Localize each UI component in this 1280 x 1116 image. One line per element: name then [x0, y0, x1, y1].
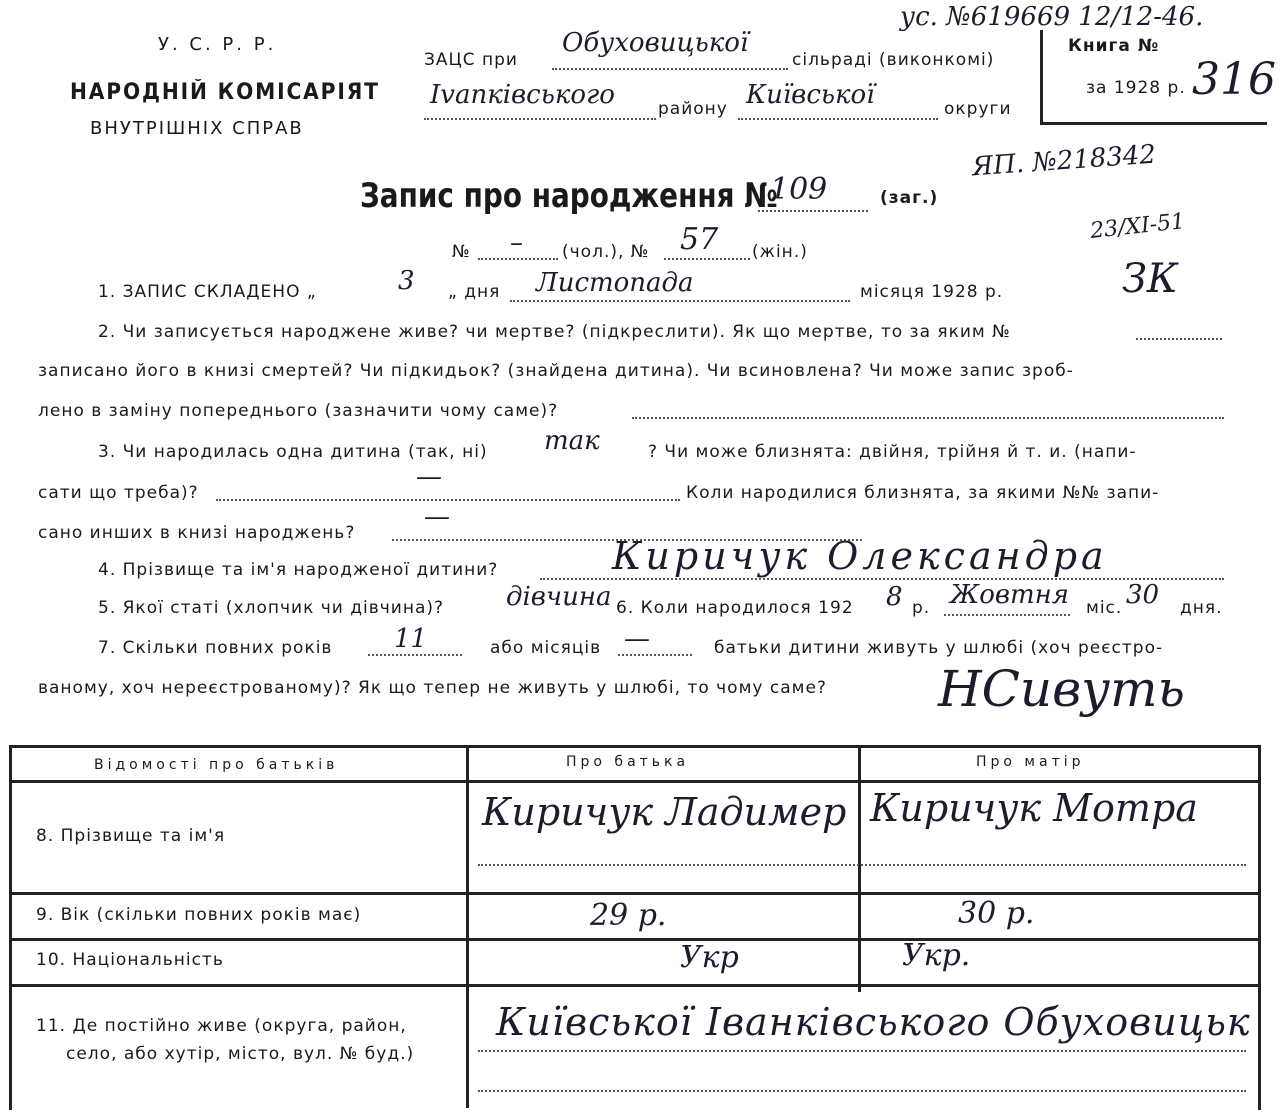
okruga-handwritten: Київської [746, 80, 875, 110]
ussr-heading: У. С. Р. Р. [158, 34, 277, 55]
table-row-age-label: 9. Вік (скільки повних років має) [36, 905, 362, 925]
q7-months-handwritten: — [624, 624, 650, 654]
table-header-mother: Про матір [976, 754, 1085, 770]
zags-suffix: сільраді (виконкомі) [792, 50, 995, 70]
mother-nationality-handwritten: Укр. [902, 938, 971, 973]
rayon-handwritten: Ivanківського [430, 80, 615, 110]
table-header-father: Про батька [566, 754, 690, 770]
record-title: Запис про народження № [360, 176, 778, 216]
q1-month-handwritten: Листопада [536, 268, 694, 298]
sub-number-label: № [452, 242, 471, 262]
book-number-handwritten: 316 [1192, 54, 1276, 105]
q2-line1: 2. Чи записується народжене живе? чи мертве? (підкреслити). Як що мертве, то за яким № [98, 322, 1011, 342]
q7-reason-handwritten: НСивуть [938, 660, 1185, 718]
commissariat-heading: НАРОДНІЙ КОМІСАРІЯТ [70, 80, 380, 105]
q3-twins-handwritten: — [416, 462, 442, 492]
q7-line1c: батьки дитини живуть у шлюбі (хоч реєстро- [714, 638, 1164, 658]
q7-line1b: або місяців [490, 638, 602, 658]
table-row-residence-label-2: село, або хутір, місто, вул. № буд.) [66, 1044, 415, 1064]
table-row-name-label: 8. Прізвище та ім'я [36, 826, 226, 846]
q3-line2b: Коли народилися близнята, за якими №№ запи- [686, 483, 1160, 503]
zags-prefix: ЗАЦС при [424, 50, 518, 70]
q3-single-handwritten: так [544, 426, 600, 456]
father-name-handwritten: Киричук Ладимер [482, 790, 847, 834]
record-number-handwritten: 109 [770, 172, 828, 207]
sub-chol-label: (чол.), № [562, 242, 650, 262]
table-row-nationality-label: 10. Національність [36, 950, 224, 970]
book-label: Книга № [1068, 36, 1160, 56]
q1-dnya: „ дня [448, 282, 501, 302]
right-date-handwritten: 23/XI-51 [1088, 209, 1187, 244]
okruga-label: округи [944, 99, 1012, 119]
father-age-handwritten: 29 р. [590, 898, 667, 933]
q7-years-handwritten: 11 [394, 624, 428, 654]
table-header-parents: Відомості про батьків [94, 757, 339, 773]
top-note-handwritten: ус. №619669 12/12-46. [900, 2, 1204, 32]
q1-day-handwritten: 3 [398, 266, 415, 296]
q6-r: р. [912, 598, 931, 618]
mother-name-handwritten: Киричук Мотра [870, 786, 1198, 830]
q6-mis: міс. [1086, 598, 1123, 618]
q7-line1a: 7. Скільки повних років [98, 638, 333, 658]
rayon-label: району [658, 99, 728, 119]
q6-year-handwritten: 8 [886, 582, 903, 612]
zags-village-handwritten: Обуховицької [562, 28, 749, 58]
q3-line1b: ? Чи може близнята: двійня, трійня й т. и. (напи- [648, 442, 1137, 462]
q6-month-handwritten: Жовтня [950, 580, 1069, 610]
father-nationality-handwritten: Укр [680, 940, 739, 975]
q1-label: 1. ЗАПИС СКЛАДЕНО „ [98, 282, 317, 302]
book-year: за 1928 р. [1086, 78, 1186, 98]
right-note-handwritten: ЯП. №218342 [971, 139, 1157, 183]
q3-line1a: 3. Чи народилась одна дитина (так, ні) [98, 442, 488, 462]
q3-line3a: сано инших в книзі народжень? [38, 523, 356, 543]
sub-number-handwritten: – [510, 228, 523, 258]
q5-sex-handwritten: дівчина [506, 582, 612, 612]
q2-line3: лено в заміну попереднього (зазначити чому саме)? [38, 401, 559, 421]
q2-line2: записано його в книзі смертей? Чи підкидьок? (знайдена дитина). Чи всиновлена? Чи може запис зроб- [38, 361, 1074, 381]
sub-number2-handwritten: 57 [680, 222, 719, 257]
q5-label: 5. Якої статі (хлопчик чи дівчина)? [98, 598, 445, 618]
q7-line2: ваному, хоч нереєстрованому)? Як що тепер не живуть у шлюбі, то чому саме? [38, 678, 827, 698]
department-heading: ВНУТРІШНІХ СПРАВ [90, 118, 304, 139]
mother-age-handwritten: 30 р. [958, 896, 1035, 931]
q4-child-name-handwritten: Киричук Олександра [612, 534, 1108, 578]
record-zag-label: (заг.) [880, 188, 939, 208]
q6-day-handwritten: 30 [1126, 580, 1160, 610]
q1-year: місяця 1928 р. [860, 282, 1004, 302]
q6-label: 6. Коли народилося 192 [616, 598, 854, 618]
residence-handwritten: Київської Іванківського Обуховицьк [496, 1000, 1251, 1044]
right-initials-handwritten: ЗК [1122, 256, 1178, 302]
table-row-residence-label-1: 11. Де постійно живе (округа, район, [36, 1016, 407, 1036]
sub-zhin-label: (жін.) [752, 242, 808, 262]
q3-other-handwritten: — [424, 502, 450, 532]
q3-line2a: сати що треба)? [38, 483, 199, 503]
q6-dnya: дня. [1180, 598, 1223, 618]
q4-label: 4. Прізвище та ім'я народженої дитини? [98, 560, 499, 580]
